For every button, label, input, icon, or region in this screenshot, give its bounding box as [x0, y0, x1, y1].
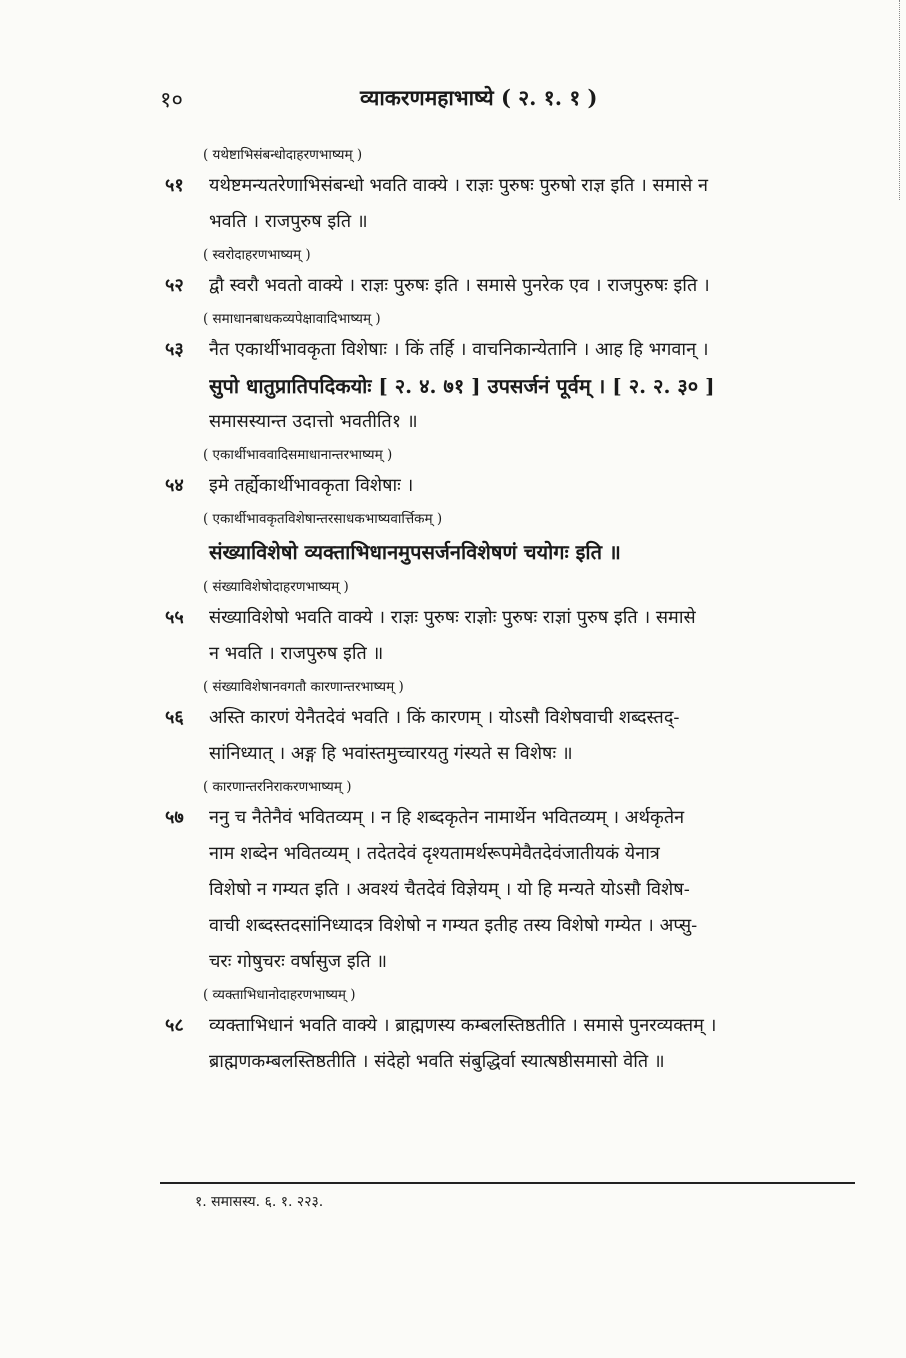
section-heading: ( समाधानबाधकव्यपेक्षावादिभाष्यम् ) [203, 311, 381, 327]
text-line: सांनिध्यात् । अङ्ग हि भवांस्तमुच्चारयतु गंस्यते स विशेषः ॥ [209, 743, 573, 764]
text-body [165, 140, 870, 1084]
vartika-heading: ( एकार्थीभावकृतविशेषान्तरसाधकभाष्यवार्त्तिकम् ) [203, 511, 443, 527]
text-line: भवति । राजपुरुष इति ॥ [209, 211, 368, 232]
sutra-line: सुपो धातुप्रातिपदिकयोः [ २. ४. ७१ ] उपसर्जनं पूर्वम् । [ २. २. ३० ] [209, 374, 715, 398]
running-title: व्याकरणमहाभाष्ये ( २. १. १ ) [360, 85, 598, 110]
text-line: अस्ति कारणं येनैतदेवं भवति । किं कारणम् । योऽसौ विशेषवाची शब्दस्तद्- [209, 707, 680, 728]
text-line: संख्याविशेषो भवति वाक्ये । राज्ञः पुरुषः राज्ञोः पुरुषः राज्ञां पुरुष इति । समासे [209, 607, 696, 628]
text-line: ब्राह्मणकम्बलस्तिष्ठतीति । संदेहो भवति संबुद्धिर्वा स्यात्षष्ठीसमासो वेति ॥ [209, 1051, 665, 1072]
vartika-text: संख्याविशेषो व्यक्ताभिधानमुपसर्जनविशेषणं चयोगः इति ॥ [209, 540, 621, 564]
section-heading: ( संख्याविशेषानवगतौ कारणान्तरभाष्यम् ) [203, 679, 404, 695]
text-line: वाची शब्दस्तदसांनिध्यादत्र विशेषो न गम्यत इतीह तस्य विशेषो गम्येत । अप्सु- [209, 915, 698, 936]
text-line: व्यक्ताभिधानं भवति वाक्ये । ब्राह्मणस्य कम्बलस्तिष्ठतीति । समासे पुनरव्यक्तम् । [209, 1015, 717, 1036]
paragraph-number: ५२ [165, 275, 184, 296]
section-heading: ( कारणान्तरनिराकरणभाष्यम् ) [203, 779, 352, 795]
paragraph-52 [165, 268, 870, 304]
text-line: द्वौ स्वरौ भवतो वाक्ये । राज्ञः पुरुषः इति । समासे पुनरेक एव । राजपुरुषः इति । [209, 275, 710, 296]
section-heading: ( स्वरोदाहरणभाष्यम् ) [203, 247, 311, 263]
paragraph-number: ५३ [165, 339, 184, 360]
paragraph-number: ५६ [165, 707, 184, 728]
text-line: इमे तर्ह्येकार्थीभावकृता विशेषाः । [209, 475, 414, 496]
text-line: ननु च नैतेनैवं भवितव्यम् । न हि शब्दकृतेन नामार्थेन भवितव्यम् । अर्थकृतेन [209, 807, 685, 828]
paragraph-number: ५५ [165, 607, 184, 628]
paragraph-number: ५७ [165, 807, 184, 828]
page-number: १० [160, 88, 183, 113]
paragraph-51 [165, 168, 870, 240]
footnote-rule [160, 1182, 855, 1184]
footnote: १. समासस्य. ६. १. २२३. [195, 1194, 324, 1210]
paragraph-number: ५१ [165, 175, 184, 196]
section-heading: ( संख्याविशेषोदाहरणभाष्यम् ) [203, 579, 349, 595]
paragraph-58 [165, 1008, 870, 1080]
section-heading: ( एकार्थीभाववादिसमाधानान्तरभाष्यम् ) [203, 447, 393, 463]
text-line: विशेषो न गम्यत इति । अवश्यं चैतदेवं विज्ञेयम् । यो हि मन्यते योऽसौ विशेष- [209, 879, 690, 900]
paragraph-55 [165, 600, 870, 672]
paragraph-number: ५८ [165, 1015, 184, 1036]
text-line: चरः गोषुचरः वर्षासुज इति ॥ [209, 951, 388, 972]
paragraph-57 [165, 800, 870, 980]
text-line: समासस्यान्त उदात्तो भवतीति१ ॥ [209, 411, 418, 432]
paragraph-number: ५४ [165, 475, 184, 496]
margin-dots [897, 0, 900, 200]
section-heading: ( व्यक्ताभिधानोदाहरणभाष्यम् ) [203, 987, 356, 1003]
page-header [160, 84, 870, 118]
paragraph-56 [165, 700, 870, 772]
text-line: नाम शब्देन भवितव्यम् । तदेतदेवं दृश्यतामर्थरूपमेवैतदेवंजातीयकं येनात्र [209, 843, 660, 864]
text-line: यथेष्टमन्यतरेणाभिसंबन्धो भवति वाक्ये । राज्ञः पुरुषः पुरुषो राज्ञ इति । समासे न [209, 175, 709, 196]
text-line: नैत एकार्थीभावकृता विशेषाः । किं तर्हि । वाचनिकान्येतानि । आह हि भगवान् । [209, 339, 709, 360]
section-heading: ( यथेष्टाभिसंबन्धोदाहरणभाष्यम् ) [203, 147, 363, 163]
paragraph-53 [165, 332, 870, 440]
text-line: न भवति । राजपुरुष इति ॥ [209, 643, 384, 664]
paragraph-54 [165, 468, 870, 504]
